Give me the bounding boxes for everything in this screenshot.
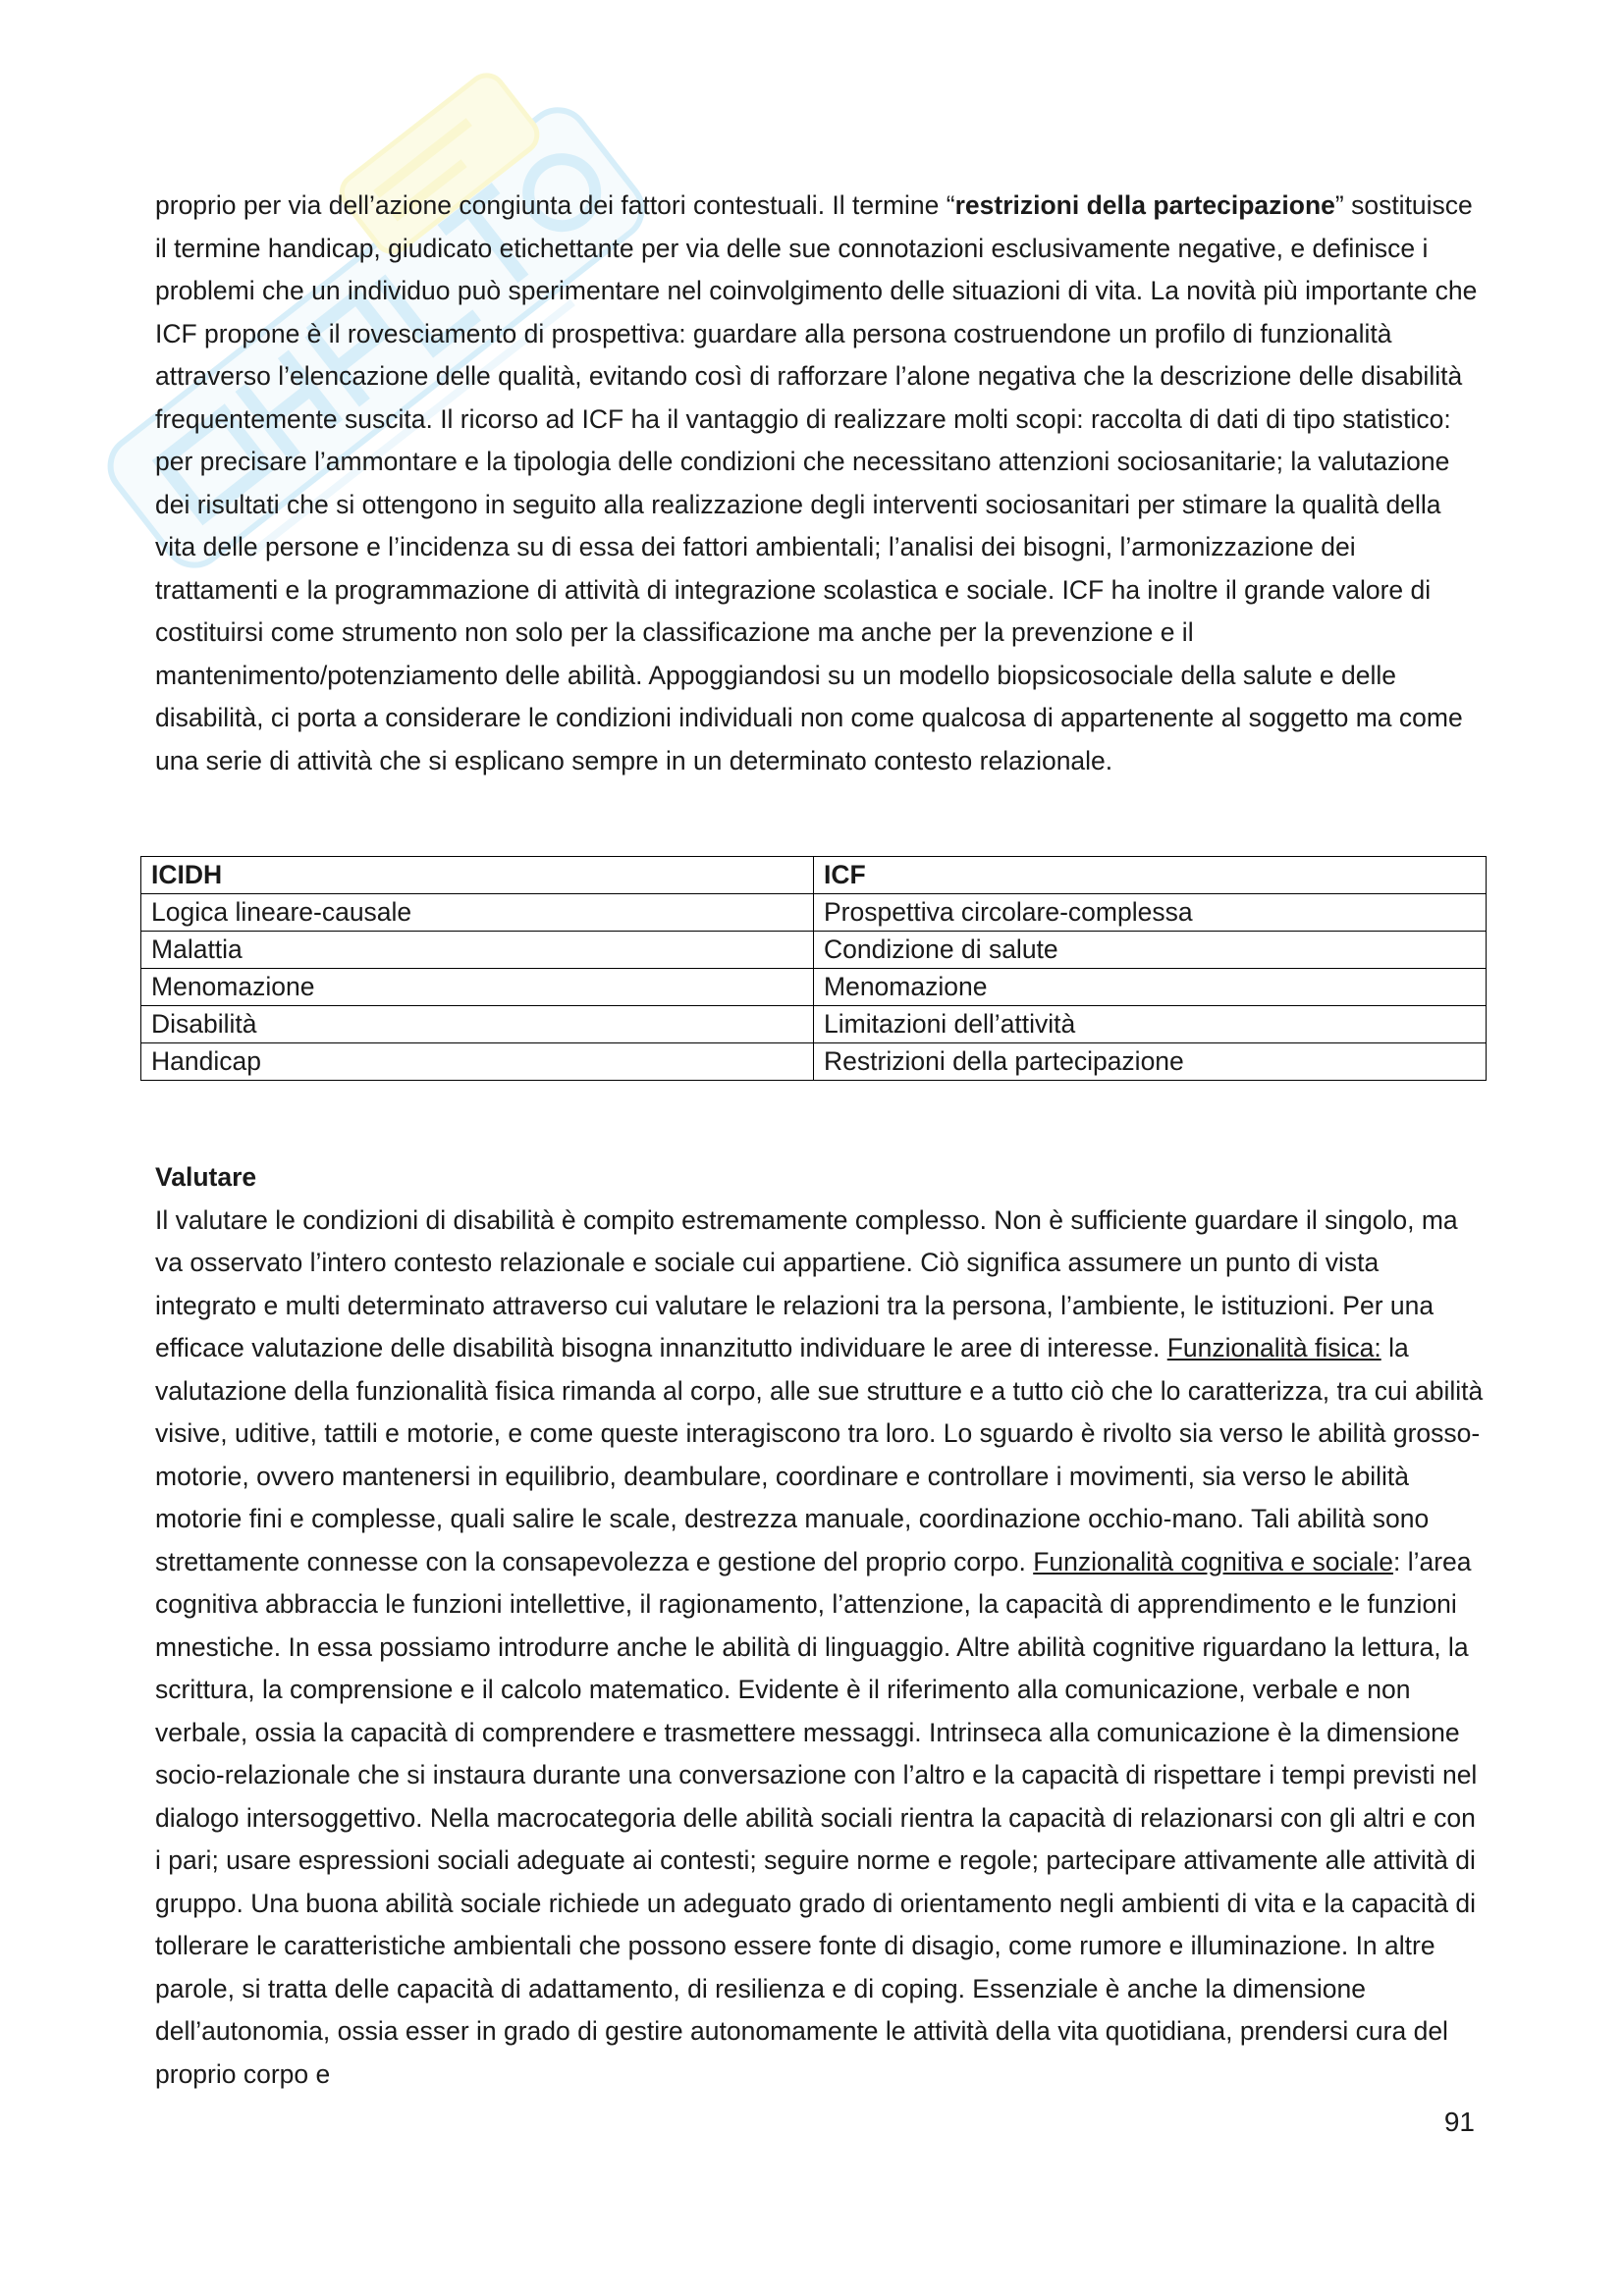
table-cell: Malattia: [141, 932, 814, 969]
table-row: [141, 1043, 1487, 1081]
table-row: [141, 894, 1487, 932]
underlined-term-physical: Funzionalità fisica:: [1166, 1333, 1381, 1362]
table-header-cell: ICF: [814, 857, 1487, 894]
section-heading: Valutare: [155, 1162, 257, 1192]
table-cell: Restrizioni della partecipazione: [814, 1043, 1487, 1081]
underlined-term-cognitive: Funzionalità cognitiva e sociale: [1033, 1546, 1393, 1576]
table-cell: Menomazione: [814, 969, 1487, 1006]
table-cell: Menomazione: [141, 969, 814, 1006]
intro-paragraph: [155, 185, 1486, 782]
table-cell: Disabilità: [141, 1006, 814, 1043]
page-number: 91: [1443, 2107, 1475, 2137]
valutare-text-1: Il valutare le condizioni di disabilità è compito estremamente complesso. Non è sufficiente guardare il singolo, ma va osservato l’intero contesto relazionale e sociale cui appartiene. Ciò significa assumere un punto di vista integrato e multi determinato attraverso cui valutare le relazioni tra la persona, l’ambiente, le istituzioni. Per una efficace valutazione delle disabilità bisogna innanzitutto individuare le aree di interesse.: [155, 1204, 1458, 1362]
valutare-text-2: la valutazione della funzionalità fisica rimanda al corpo, alle sue strutture e a tutto ciò che lo caratterizza, tra cui abilità visive, uditive, tattili e motorie, e come queste interagiscono tra loro. Lo sguardo è rivolto sia verso le abilità grosso-motorie, ovvero mantenersi in equilibrio, deambulare, coordinare e controllare i movimenti, sia verso le abilità motorie fini e complesse, quali salire le scale, destrezza manuale, coordinazione occhio-mano. Tali abilità sono strettamente connesse con la consapevolezza e gestione del proprio corpo.: [155, 1333, 1484, 1576]
table-header-cell: ICIDH: [141, 857, 814, 894]
table-cell: Handicap: [141, 1043, 814, 1081]
table-cell: Limitazioni dell’attività: [814, 1006, 1487, 1043]
intro-section: [155, 185, 1486, 782]
intro-text-start: proprio per via dell’azione congiunta dei fattori contestuali. Il termine “: [155, 190, 955, 220]
table-header-row: [141, 857, 1487, 894]
valutare-text-3: : l’area cognitiva abbraccia le funzioni intellettive, il ragionamento, l’attenzione, la capacità di apprendimento e le funzioni mnestiche. In essa possiamo introdurre anche le abilità di linguaggio. Altre abilità cognitive riguardano la lettura, la scrittura, la comprensione e il calcolo matematico. Evidente è il riferimento alla comunicazione, verbale e non verbale, ossia la capacità di comprendere e trasmettere messaggi. Intrinseca alla comunicazione è la dimensione socio-relazionale che si instaura durante una conversazione con l’altro e la capacità di rispettare i tempi previsti nel dialogo intersoggettivo. Nella macrocategoria delle abilità sociali rientra la capacità di relazionarsi con gli altri e con i pari; usare espressioni sociali adeguate ai contesti; seguire norme e regole; partecipare attivamente alle attività di gruppo. Una buona abilità sociale richiede un adeguato grado di orientamento negli ambienti di vita e la capacità di tollerare le caratteristiche ambientali che possono essere fonte di disagio, come rumore e illuminazione. In altre parole, si tratta delle capacità di adattamento, di resilienza e di coping. Essenziale è anche la dimensione dell’autonomia, ossia esser in grado di gestire autonomamente le attività della vita quotidiana, prendersi cura del proprio corpo e: [155, 1546, 1478, 2089]
table-cell: Logica lineare-causale: [141, 894, 814, 932]
intro-text-end: ” sostituisce il termine handicap, giudicato etichettante per via delle sue connotazioni esclusivamente negative, e definisce i problemi che un individuo può sperimentare nel coinvolgimento delle situazioni di vita. La novità più importante che ICF propone è il rovesciamento di prospettiva: guardare alla persona costruendone un profilo di funzionalità attraverso l’elencazione delle qualità, evitando così di rafforzare l’alone negativa che la descrizione delle disabilità frequentemente suscita. Il ricorso ad ICF ha il vantaggio di realizzare molti scopi: raccolta di dati di tipo statistico: per precisare l’ammontare e la tipologia delle condizioni che necessitano attenzioni sociosanitarie; la valutazione dei risultati che si ottengono in seguito alla realizzazione degli interventi sociosanitari per stimare la qualità della vita delle persone e l’incidenza su di essa dei fattori ambientali; l’analisi dei bisogni, l’armonizzazione dei trattamenti e la programmazione di attività di integrazione scolastica e sociale. ICF ha inoltre il grande valore di costituirsi come strumento non solo per la classificazione ma anche per la prevenzione e il mantenimento/potenziamento delle abilità. Appoggiandosi su un modello biopsicosociale della salute e delle disabilità, ci porta a considerare le condizioni individuali non come qualcosa di appartenente al soggetto ma come una serie di attività che si esplicano sempre in un determinato contesto relazionale.: [155, 190, 1478, 775]
table-row: [141, 1006, 1487, 1043]
icidh-icf-comparison-table: [140, 856, 1487, 1081]
valutare-paragraph: [155, 1200, 1486, 2097]
table-cell: Condizione di salute: [814, 932, 1487, 969]
intro-bold-term: restrizioni della partecipazione: [954, 190, 1335, 220]
table-row: [141, 969, 1487, 1006]
table-cell: Prospettiva circolare-complessa: [814, 894, 1487, 932]
table-row: [141, 932, 1487, 969]
valutare-section: [155, 1156, 1486, 2096]
